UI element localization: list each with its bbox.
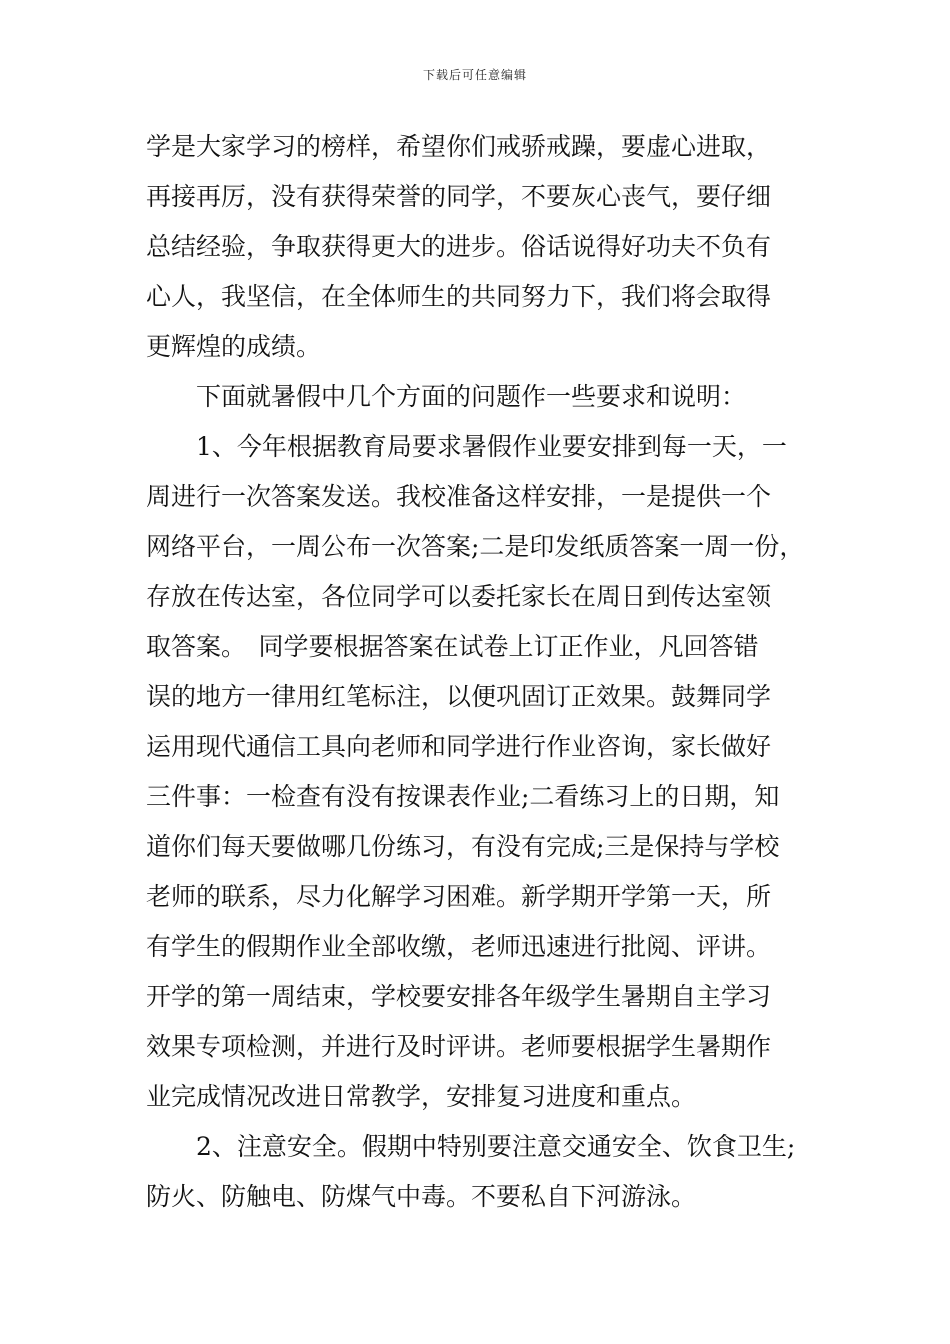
text-line: 业完成情况改进日常教学，安排复习进度和重点。 [146, 1082, 697, 1111]
text-line: 取答案。 同学要根据答案在试卷上订正作业，凡回答错 [146, 632, 759, 661]
text-line: 开学的第一周结束，学校要安排各年级学生暑期自主学习 [146, 982, 772, 1011]
text-line: 效果专项检测，并进行及时评讲。老师要根据学生暑期作 [146, 1032, 772, 1061]
text-line: 再接再厉，没有获得荣誉的同学，不要灰心丧气，要仔细 [146, 182, 772, 211]
text-line: 三件事：一检查有没有按课表作业;二看练习上的日期，知 [146, 782, 780, 811]
document-body [146, 122, 814, 1222]
text-line: 运用现代通信工具向老师和同学进行作业咨询，家长做好 [146, 732, 772, 761]
paragraph-start-line: 2、注意安全。假期中特别要注意交通安全、饮食卫生; [196, 1132, 796, 1161]
text-line: 存放在传达室，各位同学可以委托家长在周日到传达室领 [146, 582, 772, 611]
text-line: 更辉煌的成绩。 [146, 332, 322, 361]
text-line: 学是大家学习的榜样，希望你们戒骄戒躁，要虚心进取， [146, 132, 772, 161]
text-line: 老师的联系，尽力化解学习困难。新学期开学第一天，所 [146, 882, 772, 911]
paragraph-start-line: 下面就暑假中几个方面的问题作一些要求和说明： [196, 382, 747, 411]
page-header-note: 下载后可任意编辑 [422, 68, 527, 82]
text-line: 总结经验，争取获得更大的进步。俗话说得好功夫不负有 [146, 232, 772, 261]
paragraph-start-line: 1、今年根据教育局要求暑假作业要安排到每一天，一 [196, 432, 787, 461]
text-line: 网络平台，一周公布一次答案;二是印发纸质答案一周一份， [146, 532, 805, 561]
text-line: 误的地方一律用红笔标注，以便巩固订正效果。鼓舞同学 [146, 682, 772, 711]
text-line: 心人，我坚信，在全体师生的共同努力下，我们将会取得 [146, 282, 772, 311]
text-line: 周进行一次答案发送。我校准备这样安排，一是提供一个 [146, 482, 772, 511]
text-line: 有学生的假期作业全部收缴，老师迅速进行批阅、评讲。 [146, 932, 772, 961]
text-line: 防火、防触电、防煤气中毒。不要私自下河游泳。 [146, 1182, 697, 1211]
text-line: 道你们每天要做哪几份练习，有没有完成;三是保持与学校 [146, 832, 780, 861]
